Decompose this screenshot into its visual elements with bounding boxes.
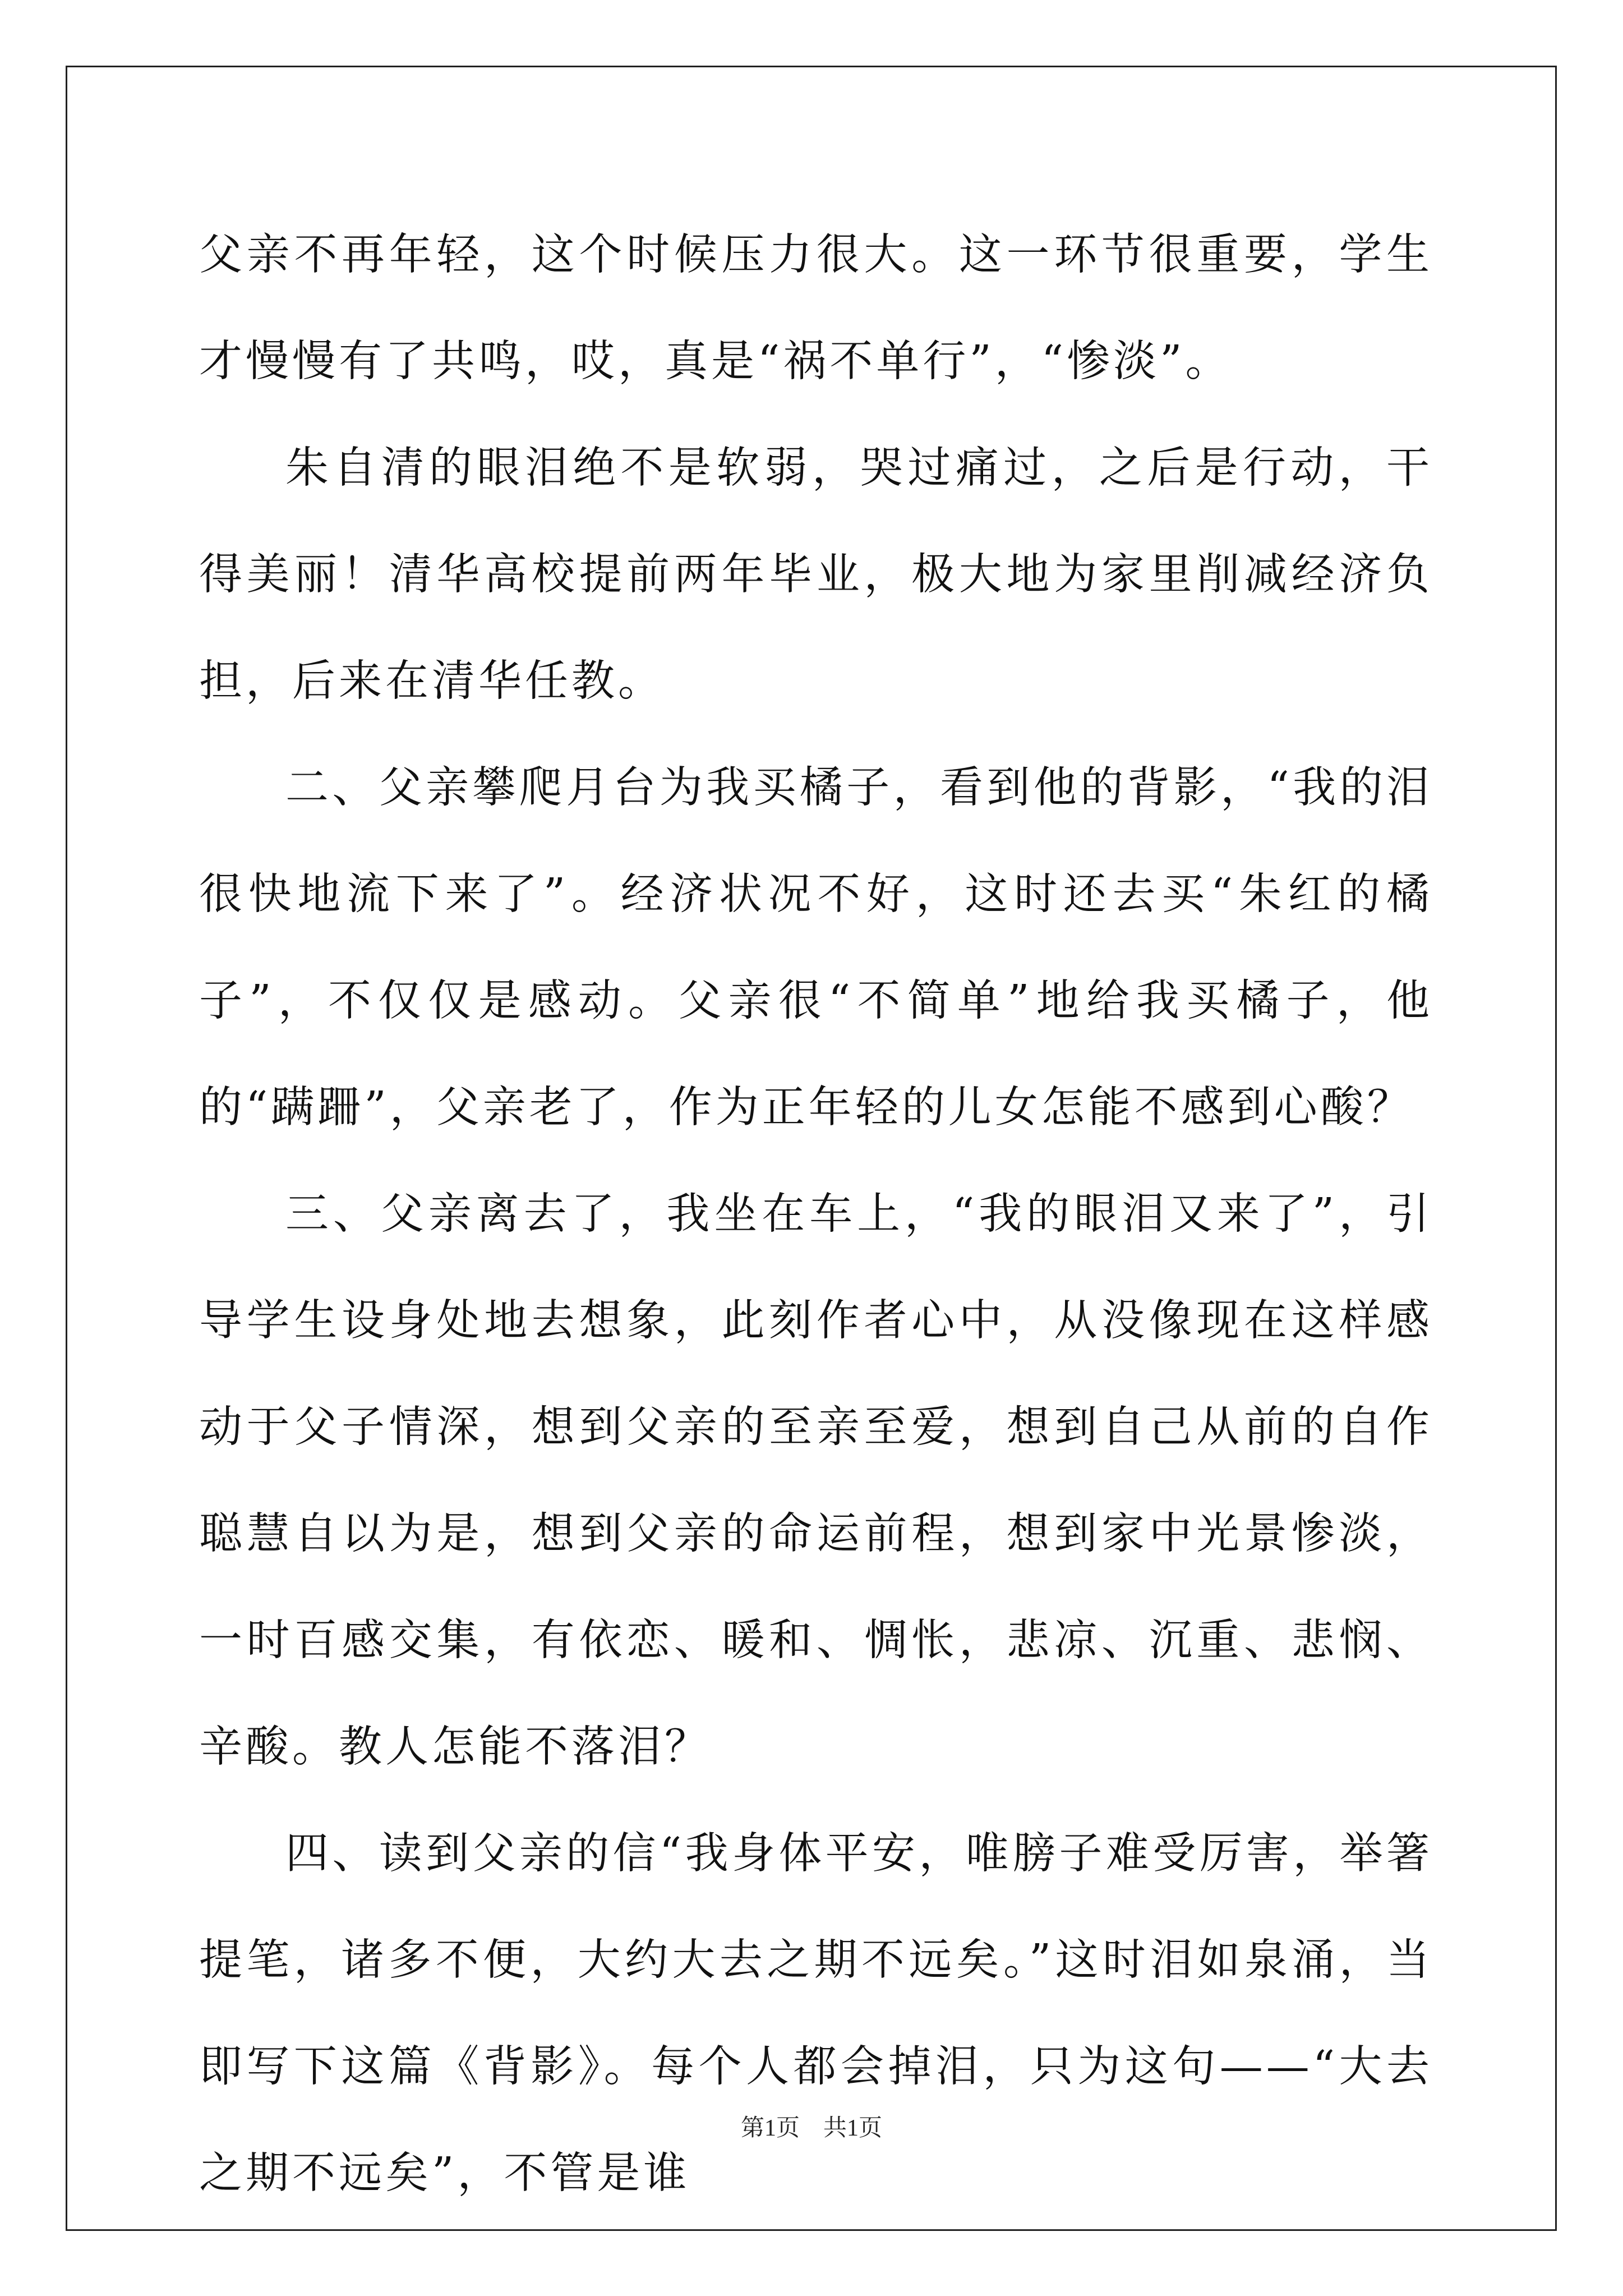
document-body (199, 202, 1433, 2227)
paragraph-2: 朱自清的眼泪绝不是软弱，哭过痛过，之后是行动，干得美丽！清华高校提前两年毕业，极大地为家里削减经济负担，后来在清华任教。 (199, 443, 1433, 706)
page-number-footer: 第1页 共1页 (740, 2115, 882, 2141)
paragraph-1: 父亲不再年轻，这个时候压力很大。这一环节很重要，学生才慢慢有了共鸣，哎，真是“祸不单行”，“惨淡”。 (199, 230, 1433, 386)
paragraph-3: 二、父亲攀爬月台为我买橘子，看到他的背影，“我的泪很快地流下来了”。经济状况不好，这时还去买“朱红的橘子”，不仅仅是感动。父亲很“不简单”地给我买橘子，他的“蹒跚”，父亲老了，作为正年轻的儿女怎能不感到心酸？ (199, 763, 1433, 1133)
paragraph-5: 四、读到父亲的信“我身体平安，唯膀子难受厉害，举箸提笔，诸多不便，大约大去之期不远矣。”这时泪如泉涌，当即写下这篇《背影》。每个人都会掉泪，只为这句——“大去之期不远矣”，不管是谁 (199, 1829, 1433, 2198)
paragraph-4: 三、父亲离去了，我坐在车上，“我的眼泪又来了”，引导学生设身处地去想象，此刻作者心中，从没像现在这样感动于父子情深，想到父亲的至亲至爱，想到自己从前的自作聪慧自以为是，想到父亲的命运前程，想到家中光景惨淡，一时百感交集，有依恋、暖和、惆怅，悲凉、沉重、悲悯、辛酸。教人怎能不落泪？ (199, 1189, 1433, 1772)
